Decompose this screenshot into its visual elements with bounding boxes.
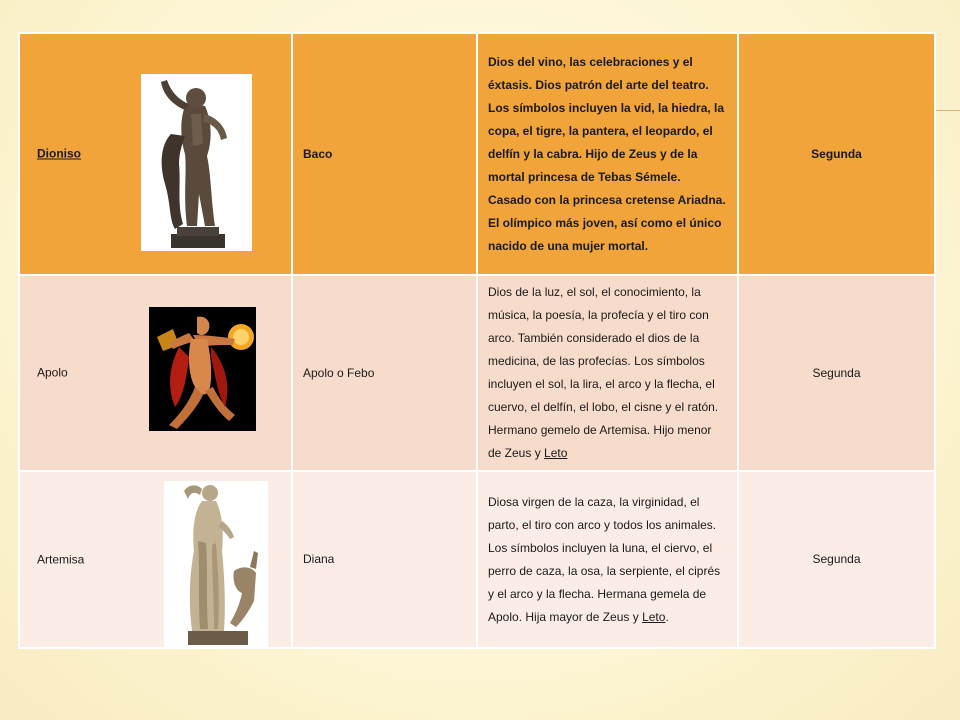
apolo-image bbox=[149, 307, 256, 431]
cell-greek-name bbox=[19, 275, 292, 471]
god-name: Artemisa bbox=[37, 552, 85, 566]
greek-gods-table bbox=[18, 32, 936, 649]
cell-description: Dios del vino, las celebraciones y el éxtasis. Dios patrón del arte del teatro. Los símbolos incluyen la vid, la hiedra, la copa, el tigre, la pantera, el leopardo, el delfín y la cabra. Hijo de Zeus y de la mortal princesa de Tebas Sémele. Casado con la princesa cretense Ariadna. El olímpico más joven, así como el único nacido de una mujer mortal. bbox=[477, 33, 738, 275]
table-row-artemisa bbox=[19, 471, 935, 648]
cell-generation: Segunda bbox=[738, 33, 935, 275]
god-name-link[interactable]: Dioniso bbox=[37, 146, 81, 161]
cell-description bbox=[477, 471, 738, 648]
cell-roman-name: Baco bbox=[292, 33, 477, 275]
cell-generation: Segunda bbox=[738, 471, 935, 648]
decorative-line bbox=[934, 110, 960, 111]
table-row-dioniso bbox=[19, 33, 935, 275]
god-name: Apolo bbox=[37, 365, 68, 380]
cell-roman-name: Apolo o Febo bbox=[292, 275, 477, 471]
leto-link[interactable]: Leto bbox=[544, 446, 568, 460]
description-text: Dios de la luz, el sol, el conocimiento, la música, la poesía, la profecía y el tiro con arco. También considerado el dios de la medicina, de las profecías. Los símbolos incluyen el sol, la lira, el arco y la flecha, el cuervo, el delfín, el lobo, el cisne y el ratón. Hermano gemelo de Artemisa. Hijo menor de Zeus y bbox=[488, 285, 719, 460]
description-text: Diosa virgen de la caza, la virginidad, el parto, el tiro con arco y todos los animales. Los símbolos incluyen la luna, el ciervo, el perro de caza, la osa, la serpiente, el ciprés y el arco y la flecha. Hermana gemela de Apolo. Hija mayor de Zeus y bbox=[488, 494, 721, 624]
table-row-apolo bbox=[19, 275, 935, 471]
cell-greek-name bbox=[19, 33, 292, 275]
description-end: . bbox=[665, 609, 669, 624]
cell-roman-name: Diana bbox=[292, 471, 477, 648]
dioniso-statue-image bbox=[141, 74, 252, 251]
leto-link[interactable]: Leto bbox=[642, 609, 666, 624]
cell-description bbox=[477, 275, 738, 471]
cell-greek-name bbox=[19, 471, 292, 648]
cell-generation: Segunda bbox=[738, 275, 935, 471]
artemisa-statue-image bbox=[164, 481, 268, 647]
